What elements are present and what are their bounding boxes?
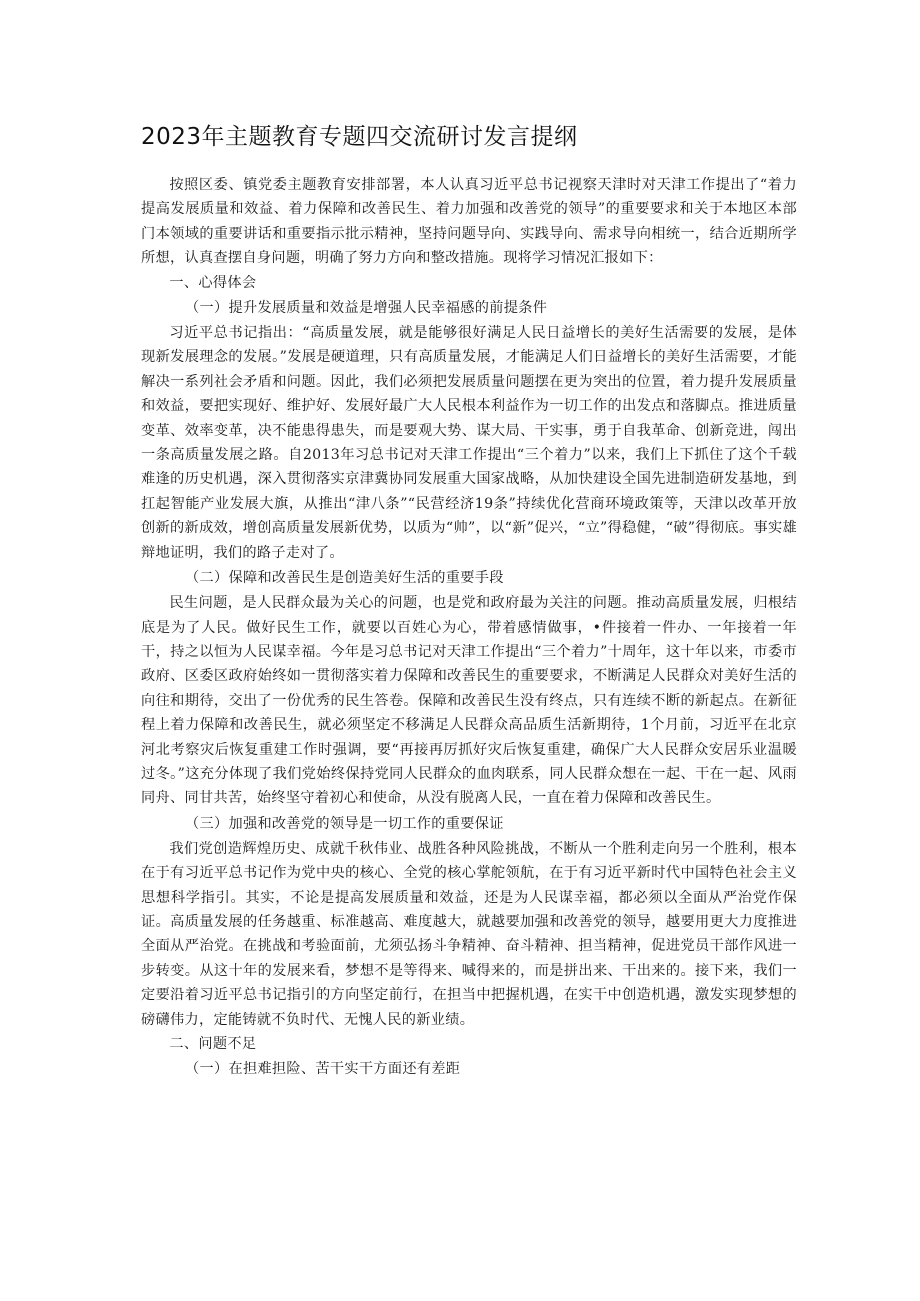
document-page [141, 118, 797, 1082]
intro-paragraph: 按照区委、镇党委主题教育安排部署，本人认真习近平总书记视察天津时对天津工作提出了“着力提高发展质量和效益、着力保障和改善民生、着力加强和改善党的领导”的重要要求和关于本地区本部门本领域的重要讲话和重要指示批示精神，坚持问题导向、实践导向、需求导向相统一，结合近期所学所想，认真查摆自身问题，明确了努力方向和整改措施。现将学习情况汇报如下： [141, 177, 797, 267]
subsection-heading-1-1: （一）提升发展质量和效益是增强人民幸福感的前提条件 [185, 300, 548, 317]
document-title: 2023年主题教育专题四交流研讨发言提纲 [141, 124, 578, 150]
subsection-body-1-1: 习近平总书记指出：“高质量发展，就是能够很好满足人民日益增长的美好生活需要的发展，是体现新发展理念的发展。”发展是硬道理，只有高质量发展，才能满足人们日益增长的美好生活需要，才能解决一系列社会矛盾和问题。因此，我们必须把发展质量问题摆在更为突出的位置，着力提升发展质量和效益，要把实现好、维护好、发展好最广大人民根本利益作为一切工作的出发点和落脚点。推进质量变革、效率变革，决不能患得患失，而是要观大势、谋大局、干实事，勇于自我革命、创新竞进，闯出一条高质量发展之路。自2013年习总书记对天津工作提出“三个着力”以来，我们上下抓住了这个千载难逢的历史机遇，深入贯彻落实京津冀协同发展重大国家战略，从加快建设全国先进制造研发基地，到扛起智能产业发展大旗，从推出“津八条”“民营经济19条”持续优化营商环境政策等，天津以改革开放创新的新成效，增创高质量发展新优势，以质为“帅”，以“新”促兴，“立”得稳健，“破”得彻底。事实雄辩地证明，我们的路子走对了。 [141, 325, 797, 561]
subsection-heading-1-3: （三）加强和改善党的领导是一切工作的重要保证 [185, 815, 504, 832]
subsection-heading-1-2: （二）保障和改善民生是创造美好生活的重要手段 [185, 570, 504, 587]
subsection-heading-2-1: （一）在担难担险、苦干实干方面还有差距 [185, 1061, 461, 1078]
section-heading-1: 一、心得体会 [169, 274, 257, 291]
section-heading-2: 二、问题不足 [169, 1036, 257, 1052]
subsection-body-1-2: 民生问题，是人民群众最为关心的问题，也是党和政府最为关注的问题。推动高质量发展，归根结底是为了人民。做好民生工作，就要以百姓心为心，带着感情做事，•件接着一件办、一年接着一年干，持之以恒为人民谋幸福。今年是习总书记对天津工作提出“三个着力”十周年，这十年以来，市委市政府、区委区政府始终如一贯彻落实着力保障和改善民生的重要要求，不断满足人民群众对美好生活的向往和期待，交出了一份优秀的民生答卷。保障和改善民生没有终点，只有连续不断的新起点。在新征程上着力保障和改善民生，就必须坚定不移满足人民群众高品质生活新期待，1个月前，习近平在北京河北考察灾后恢复重建工作时强调，要“再接再厉抓好灾后恢复重建，确保广大人民群众安居乐业温暖过冬。”这充分体现了我们党始终保持党同人民群众的血肉联系，同人民群众想在一起、干在一起、风雨同舟、同甘共苦，始终坚守着初心和使命，从没有脱离人民，一直在着力保障和改善民生。 [141, 595, 797, 807]
subsection-body-1-3: 我们党创造辉煌历史、成就千秋伟业、战胜各种风险挑战，不断从一个胜利走向另一个胜利，根本在于有习近平总书记作为党中央的核心、全党的核心掌舵领航，在于有习近平新时代中国特色社会主义思想科学指引。其实，不论是提高发展质量和效益，还是为人民谋幸福，都必须以全面从严治党作保证。高质量发展的任务越重、标准越高、难度越大，就越要加强和改善党的领导，越要用更大力度推进全面从严治党。在挑战和考验面前，尤须弘扬斗争精神、奋斗精神、担当精神，促进党员干部作风进一步转变。从这十年的发展来看，梦想不是等得来、喊得来的，而是拼出来、干出来的。接下来，我们一定要沿着习近平总书记指引的方向坚定前行，在担当中把握机遇，在实干中创造机遇，激发实现梦想的磅礴伟力，定能铸就不负时代、无愧人民的新业绩。 [141, 840, 797, 1028]
